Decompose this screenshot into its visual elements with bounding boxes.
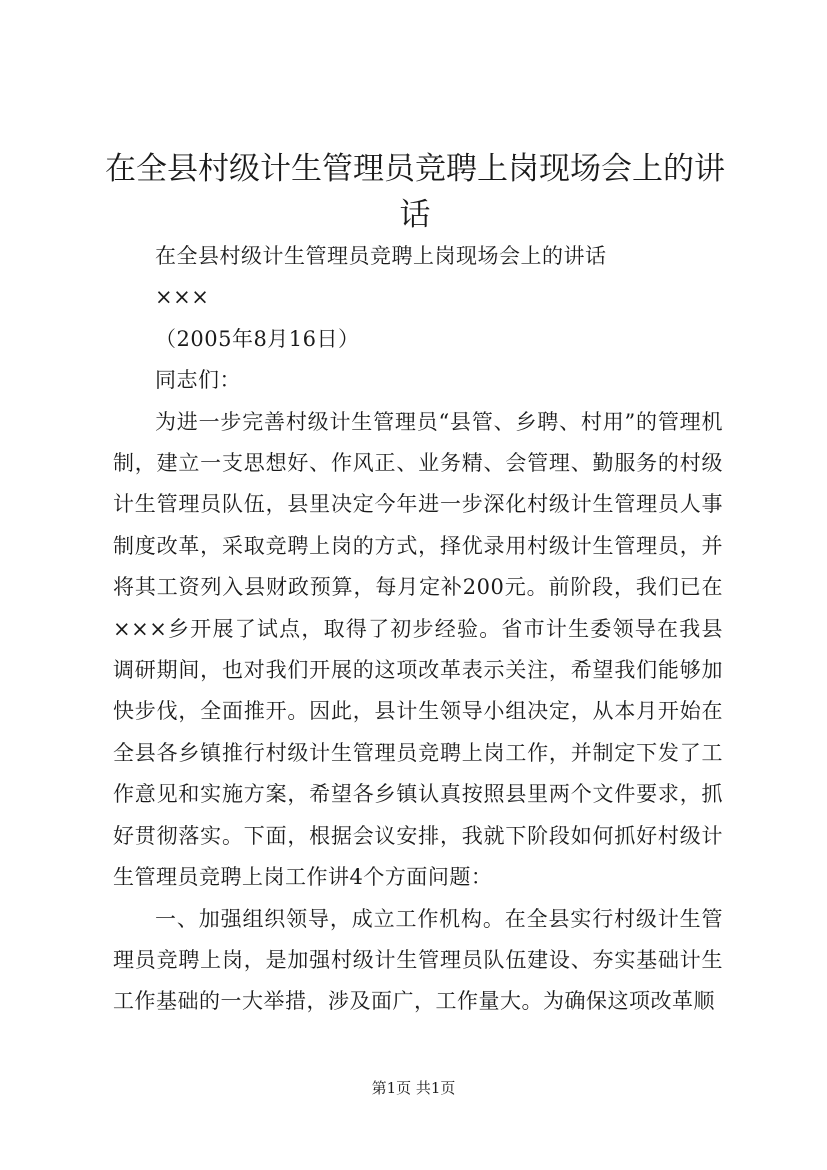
paragraph-salutation: 同志们： (155, 368, 241, 393)
paragraph-date: （2005年8月16日） (155, 326, 360, 351)
paragraph-author: ××× (155, 285, 210, 310)
document-title: 在全县村级计生管理员竞聘上岗现场会上的讲话 (105, 151, 725, 233)
paragraph-section-one: 一、加强组织领导，成立工作机构。在全县实行村级计生管理员竞聘上岗，是加强村级计生管理员队伍建设、夯实基础计生工作基础的一大举措，涉及面广，工作量大。为确保这项改革顺 (113, 906, 723, 1014)
document-body (113, 236, 723, 1023)
paragraph-subtitle: 在全县村级计生管理员竞聘上岗现场会上的讲话 (155, 244, 607, 268)
paragraph-intro: 为进一步完善村级计生管理员“县管、乡聘、村用”的管理机制，建立一支思想好、作风正、业务精、会管理、勤服务的村级计生管理员队伍，县里决定今年进一步深化村级计生管理员人事制度改革，采取竞聘上岗的方式，择优录用村级计生管理员，并将其工资列入县财政预算，每月定补200元。前阶段，我们已在×××乡开展了试点，取得了初步经验。省市计生委领导在我县调研期间，也对我们开展的这项改革表示关注，希望我们能够加快步伐，全面推开。因此，县计生领导小组决定，从本月开始在全县各乡镇推行村级计生管理员竞聘上岗工作，并制定下发了工作意见和实施方案，希望各乡镇认真按照县里两个文件要求，抓好贯彻落实。下面，根据会议安排，我就下阶段如何抓好村级计生管理员竞聘上岗工作讲4个方面问题： (113, 409, 723, 890)
page-footer: 第1页 共1页 (371, 1079, 456, 1097)
